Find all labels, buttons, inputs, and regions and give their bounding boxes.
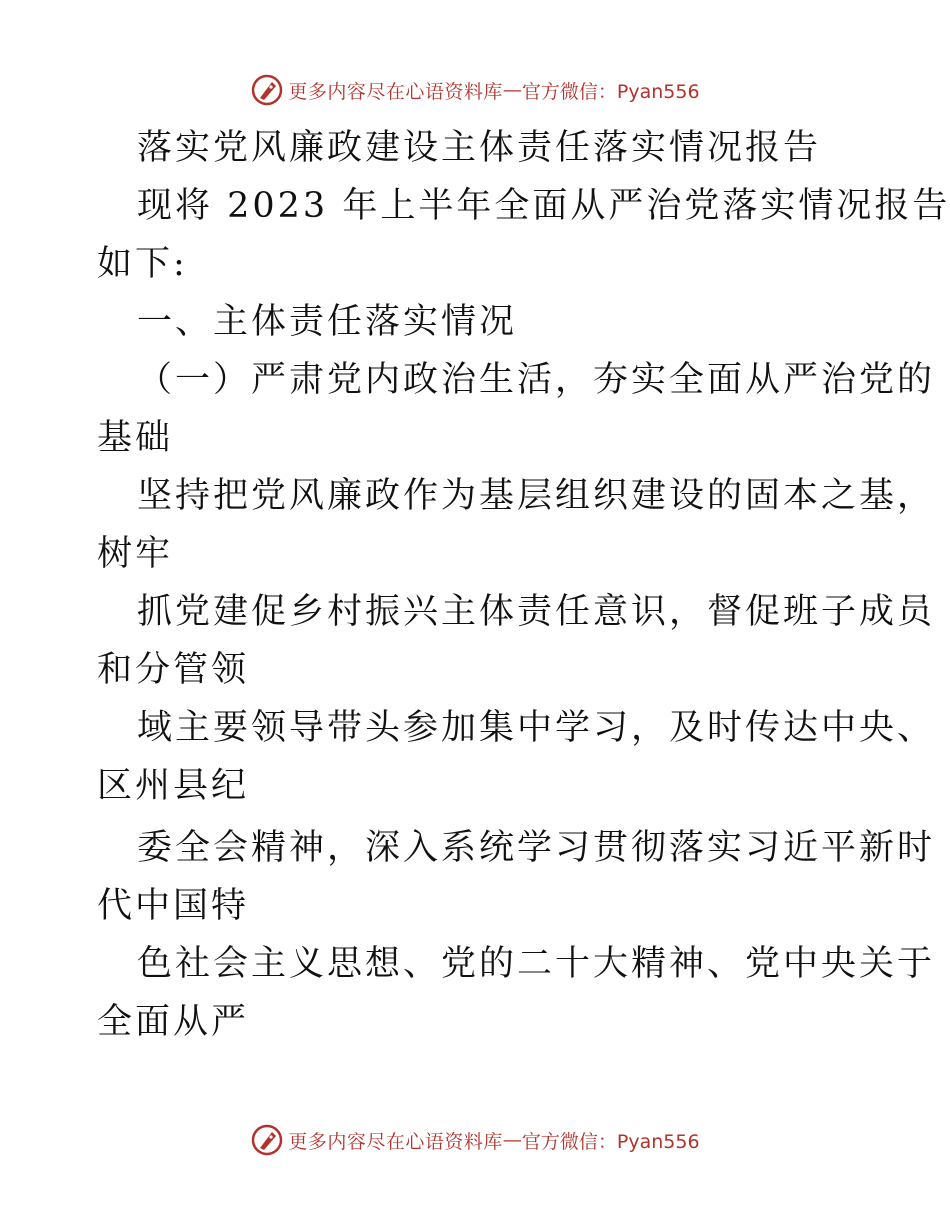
pen-nib-logo-icon (250, 1123, 284, 1157)
watermark-wechat-text: 官方微信：Pyan556 (521, 80, 700, 103)
watermark-main-text: 更多内容尽在心语资料库 (288, 1130, 503, 1153)
watermark-wechat-text: 官方微信：Pyan556 (521, 1130, 700, 1153)
watermark-main-text: 更多内容尽在心语资料库 (288, 80, 503, 103)
paragraph-line: 域主要领导带头参加集中学习，及时传达中央、 (137, 708, 936, 748)
paragraph-line: 代中国特 (97, 886, 250, 926)
subsection-heading-continued: 基础 (97, 418, 174, 458)
paragraph-line: 现将 2023 年上半年全面从严治党落实情况报告 (137, 186, 950, 226)
paragraph-line: 委全会精神，深入系统学习贯彻落实习近平新时 (137, 828, 936, 868)
watermark-separator: — (502, 79, 522, 101)
document-title: 落实党风廉政建设主体责任落实情况报告 (137, 128, 822, 168)
paragraph-line: 如下: (97, 244, 188, 284)
header-watermark-banner (0, 70, 950, 110)
footer-watermark-banner (0, 1120, 950, 1160)
paragraph-line: 区州县纪 (97, 766, 250, 806)
paragraph-line: 色社会主义思想、党的二十大精神、党中央关于 (137, 944, 936, 984)
section-heading: 一、主体责任落实情况 (137, 302, 518, 342)
watermark-separator: — (502, 1129, 522, 1151)
paragraph-line: 和分管领 (97, 650, 250, 690)
subsection-heading: （一）严肃党内政治生活，夯实全面从严治党的 (137, 360, 936, 400)
paragraph-line: 抓党建促乡村振兴主体责任意识，督促班子成员 (137, 592, 936, 632)
pen-nib-logo-icon (250, 73, 284, 107)
paragraph-line: 坚持把党风廉政作为基层组织建设的固本之基， (137, 476, 936, 516)
paragraph-line: 树牢 (97, 534, 174, 574)
paragraph-line: 全面从严 (97, 1002, 250, 1042)
